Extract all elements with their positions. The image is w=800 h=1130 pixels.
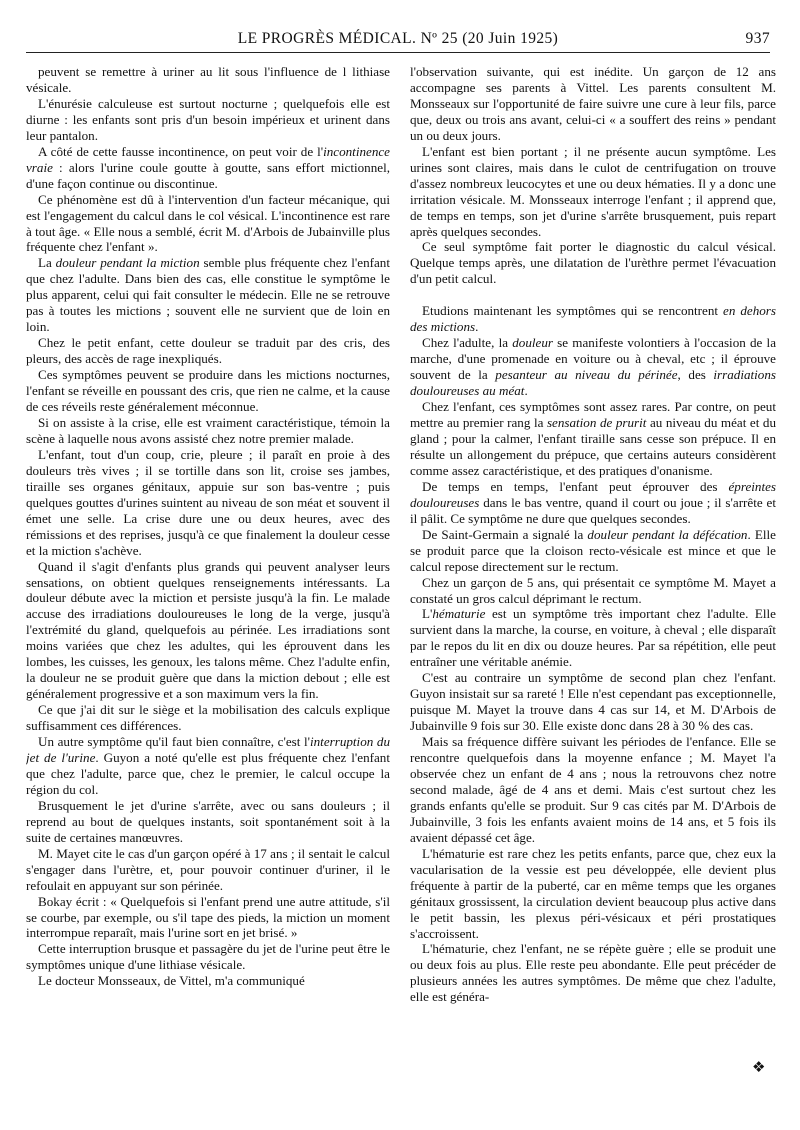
paragraph [26, 973, 390, 989]
text-run: L'hématurie est rare chez les petits enfants, parce que, chez eux la vacularisation de la vessie est peu développée, elle devient plus fréquente à partir de la puberté, car en même temps que les organes génitaux grossissent, la circulation devient beaucoup plus active dans le petit bassin, les plexus péri-vésicaux et péri prostatiques s'accroissent. [410, 845, 776, 941]
paragraph [410, 335, 776, 399]
paragraph [410, 64, 776, 144]
section-break [410, 287, 776, 303]
text-run: : alors l'urine coule goutte à goutte, sans effort mictionnel, d'une façon continue ou discontinue. [26, 159, 390, 191]
page-number: 937 [745, 30, 770, 47]
italic-text: interruption du jet de l'urine [26, 734, 390, 765]
text-run: L' [422, 606, 433, 622]
paragraph [26, 367, 390, 415]
right-column [410, 64, 776, 1005]
paragraph [410, 575, 776, 607]
paragraph [410, 303, 776, 335]
paragraph [26, 894, 390, 942]
text-run: Le docteur Monsseaux, de Vittel, m'a communiqué [38, 973, 305, 989]
text-run: Cette interruption brusque et passagère du jet de l'urine peut être le symptômes unique d'une lithiase vésicale. [26, 941, 390, 973]
paragraph [26, 559, 390, 703]
paragraph [26, 798, 390, 846]
paragraph [410, 527, 776, 575]
paragraph [26, 96, 390, 144]
paragraph [26, 255, 390, 335]
paragraph [410, 239, 776, 287]
paragraph [26, 846, 390, 894]
text-run: L'enfant, tout d'un coup, crie, pleure ; il paraît en proie à des douleurs très vives ; il se tortille dans son lit, croise ses jambes, tiraille ses organes génitaux, appuie sur son bas-ventre ; puis quelques gouttes d'urines suintent au niveau de son méat et souvent il émet une selle. La crise dure une ou deux heures, avec des rémissions et des reprises, jusqu'à ce que finalement la douleur cesse et la miction s'achève. [26, 446, 390, 558]
text-run: semble plus fréquente chez l'enfant que chez l'adulte. Dans bien des cas, elle constitue le symptôme le plus apparent, celui qui fait consulter le médecin. Elle ne se retrouve pas à toutes les mictions ; souvent elle ne survient que de loin en loin. [26, 255, 390, 335]
text-run: , des [677, 367, 714, 383]
paragraph [410, 144, 776, 240]
text-run: . Guyon a noté qu'elle est plus fréquente chez l'enfant que chez l'adulte, parce que, chez le premier, le calcul occupe la région du col. [26, 749, 390, 797]
text-run: L'enfant est bien portant ; il ne présente aucun symptôme. Les urines sont claires, mais dans le culot de centrifugation on trouve d'assez nombreux leucocytes et une ou deux hématies. Il y a donc une irritation vésicale. M. Monsseaux interroge l'enfant ; il apprend que, de temps en temps, son jet d'urine s'arrête brusquement, puis repart après quelques secondes. [410, 143, 776, 239]
italic-text: irradiations douloureuses au méat [410, 367, 776, 399]
running-header [26, 28, 770, 53]
text-run: A côté de cette fausse incontinence, on peut voir de l' [38, 143, 324, 159]
italic-text: douleur pendant la miction [55, 255, 200, 271]
paragraph [26, 734, 390, 798]
italic-text: épreintes douloureuses [410, 478, 776, 510]
text-run: Bokay écrit : « Quelquefois si l'enfant prend une autre attitude, s'il se courbe, par exemple, ou s'il tape des pieds, la miction un moment interrompue reparaît, mais l'urine sort en jet brisé. » [26, 893, 390, 941]
text-run: dans le bas ventre, quand il court ou joue ; il s'arrête et il pâlit. Ce symptôme ne dure que quelques secondes. [410, 494, 776, 526]
paragraph [410, 734, 776, 846]
paragraph [410, 846, 776, 942]
italic-text: douleur pendant la défécation [587, 526, 748, 542]
paragraph [410, 670, 776, 734]
text-run: Si on assiste à la crise, elle est vraiment caractéristique, témoin la scène à laquelle nous avons assisté chez notre premier malade. [26, 414, 390, 446]
text-run: . [524, 383, 528, 399]
paragraph [26, 447, 390, 559]
text-run: au niveau du méat et du gland ; pour la calmer, l'enfant tiraille sans cesse son prépuce. Il en résulte un allongement du prépuce, que certains auteurs considèrent comme assez caractéristique, et des pratiques d'onanisme. [410, 415, 776, 478]
left-column [26, 64, 390, 989]
paragraph [26, 144, 390, 192]
text-run: Chez l'enfant, ces symptômes sont assez rares. Par contre, on peut mettre au premier rang la [410, 399, 776, 431]
text-run: C'est au contraire un symptôme de second plan chez l'enfant. Guyon insistait sur sa rareté ! Elle n'est cependant pas exceptionnelle, puisque M. Mayet la trouve dans 4 cas sur 14, et M. D'Arbois de Jubainville 9 fois sur 30. Elle existe donc dans 28 à 30 % des cas. [410, 670, 776, 734]
text-run: Mais sa fréquence diffère suivant les périodes de l'enfance. Elle se rencontre quelquefois dans la moyenne enfance ; M. Mayet l'a observée chez un enfant de 4 ans ; nous la retrouvons chez notre second malade, âgé de 4 ans et demi. Mais c'est surtout chez les grands enfants qu'elle se produit. Sur 9 cas cités par M. D'Arbois de Jubainville, 3 fois les enfants avaient moins de 14 ans, et 5 fois ils avaient dépassé cet âge. [410, 734, 776, 845]
paragraph [26, 702, 390, 734]
paragraph [410, 399, 776, 479]
italic-text: douleur [512, 335, 553, 351]
text-run: peuvent se remettre à uriner au lit sous l'influence de l lithiase vésicale. [26, 64, 390, 95]
text-run: Ce phénomène est dû à l'intervention d'un facteur mécanique, qui est l'engagement du calcul dans le col vésical. L'incontinence est rare à tout âge. « Elle nous a semblé, écrit M. d'Arbois de Jubainville plus fréquente chez l'enfant ». [26, 191, 390, 255]
paragraph [26, 192, 390, 256]
text-run: De Saint-Germain a signalé la [422, 526, 588, 542]
text-run: Brusquement le jet d'urine s'arrête, avec ou sans douleurs ; il reprend au bout de quelques instants, soit spontanément soit à la suite de certaines manœuvres. [26, 797, 390, 845]
text-run: De temps en temps, l'enfant peut éprouver des [422, 478, 729, 494]
italic-text: pesanteur au niveau du périnée [495, 367, 678, 383]
journal-title: LE PROGRÈS MÉDICAL. Nº 25 (20 Juin 1925) [237, 30, 559, 47]
text-run: . Elle se produit parce que la cloison recto-vésicale est mince et que le calcul repose directement sur le rectum. [410, 526, 776, 574]
italic-text: en dehors des mictions [410, 303, 776, 335]
text-run: Chez le petit enfant, cette douleur se traduit par des cris, des pleurs, des accès de rage inexpliqués. [26, 335, 390, 367]
text-run: se manifeste volontiers à l'occasion de la marche, d'une promenade en voiture ou à cheval, etc ; il éprouve souvent de la [410, 335, 776, 383]
text-run: Ce que j'ai dit sur le siège et la mobilisation des calculs explique suffisamment ces différences. [26, 702, 390, 734]
text-run: Quand il s'agit d'enfants plus grands qui peuvent analyser leurs sensations, on obtient quelques renseignements intéressants. La douleur débute avec la miction et persiste jusqu'à la fin. Le malade accuse des irradiations douloureuses le long de la verge, jusqu'à l'extrémité du gland, quelquefois au périnée. Les irradiations sont moins variées que chez les adultes, qui les éprouvent dans les lombes, les cuisses, les genoux, les talons même. Chez l'adulte enfin, la douleur ne se produit guère que dans la miction debout ; elle est généralement progressive et a son maximum vers la fin. [26, 558, 390, 702]
italic-text: incontinence vraie [26, 143, 390, 175]
paragraph [410, 479, 776, 527]
text-run: Chez l'adulte, la [422, 335, 513, 351]
text-run: L'hématurie, chez l'enfant, ne se répète guère ; elle se produit une ou deux fois au plus. Elle reste peu abondante. Elle peut précéder de plusieurs années les autres symptômes. De même que chez l'adulte, elle est généra- [410, 941, 776, 1005]
text-run: est un symptôme très important chez l'adulte. Elle survient dans la marche, la course, en voiture, à cheval ; elle disparaît par le repos du lit en dix ou douze heures. Par sa répétition, elle peut entraîner une véritable anémie. [410, 606, 776, 670]
text-run: Etudions maintenant les symptômes qui se rencontrent [422, 303, 724, 319]
text-run: l'observation suivante, qui est inédite. Un garçon de 12 ans accompagne ses parents à Vittel. Les parents consultent M. Monsseaux sur l'opportunité de faire suivre une cure à leur fils, parce que, deux ou trois ans avant, celui-ci « a souffert des reins » pendant un ou deux jours. [410, 64, 776, 143]
paragraph [410, 606, 776, 670]
text-run: . [475, 319, 479, 335]
text-run: Ces symptômes peuvent se produire dans les mictions nocturnes, l'enfant se réveille en poussant des cris, que rien ne calme, et la cause de ces réveils reste généralement méconnue. [26, 367, 390, 415]
text-run: L'énurésie calculeuse est surtout nocturne ; quelquefois elle est diurne : les enfants sont pris d'un besoin impérieux et urinent dans leur pantalon. [26, 95, 390, 143]
text-run: La [38, 255, 56, 271]
paragraph [26, 941, 390, 973]
end-ornament: ❖ [752, 1058, 766, 1076]
italic-text: sensation de prurit [546, 415, 647, 431]
text-run: Un autre symptôme qu'il faut bien connaître, c'est l' [38, 734, 310, 750]
italic-text: hématurie [432, 606, 486, 622]
paragraph [26, 64, 390, 96]
text-run: Chez un garçon de 5 ans, qui présentait ce symptôme M. Mayet a constaté un gros calcul déprimant le rectum. [410, 574, 776, 606]
text-run: M. Mayet cite le cas d'un garçon opéré à 17 ans ; il sentait le calcul s'engager dans l'urètre, et, pour pouvoir continuer d'uriner, il le refoulait en appuyant sur son périnée. [26, 845, 390, 893]
paragraph [26, 335, 390, 367]
text-run: Ce seul symptôme fait porter le diagnostic du calcul vésical. Quelque temps après, une dilatation de l'urèthre permet l'évacuation d'un petit calcul. [410, 239, 776, 287]
paragraph [410, 941, 776, 1005]
paragraph [26, 415, 390, 447]
